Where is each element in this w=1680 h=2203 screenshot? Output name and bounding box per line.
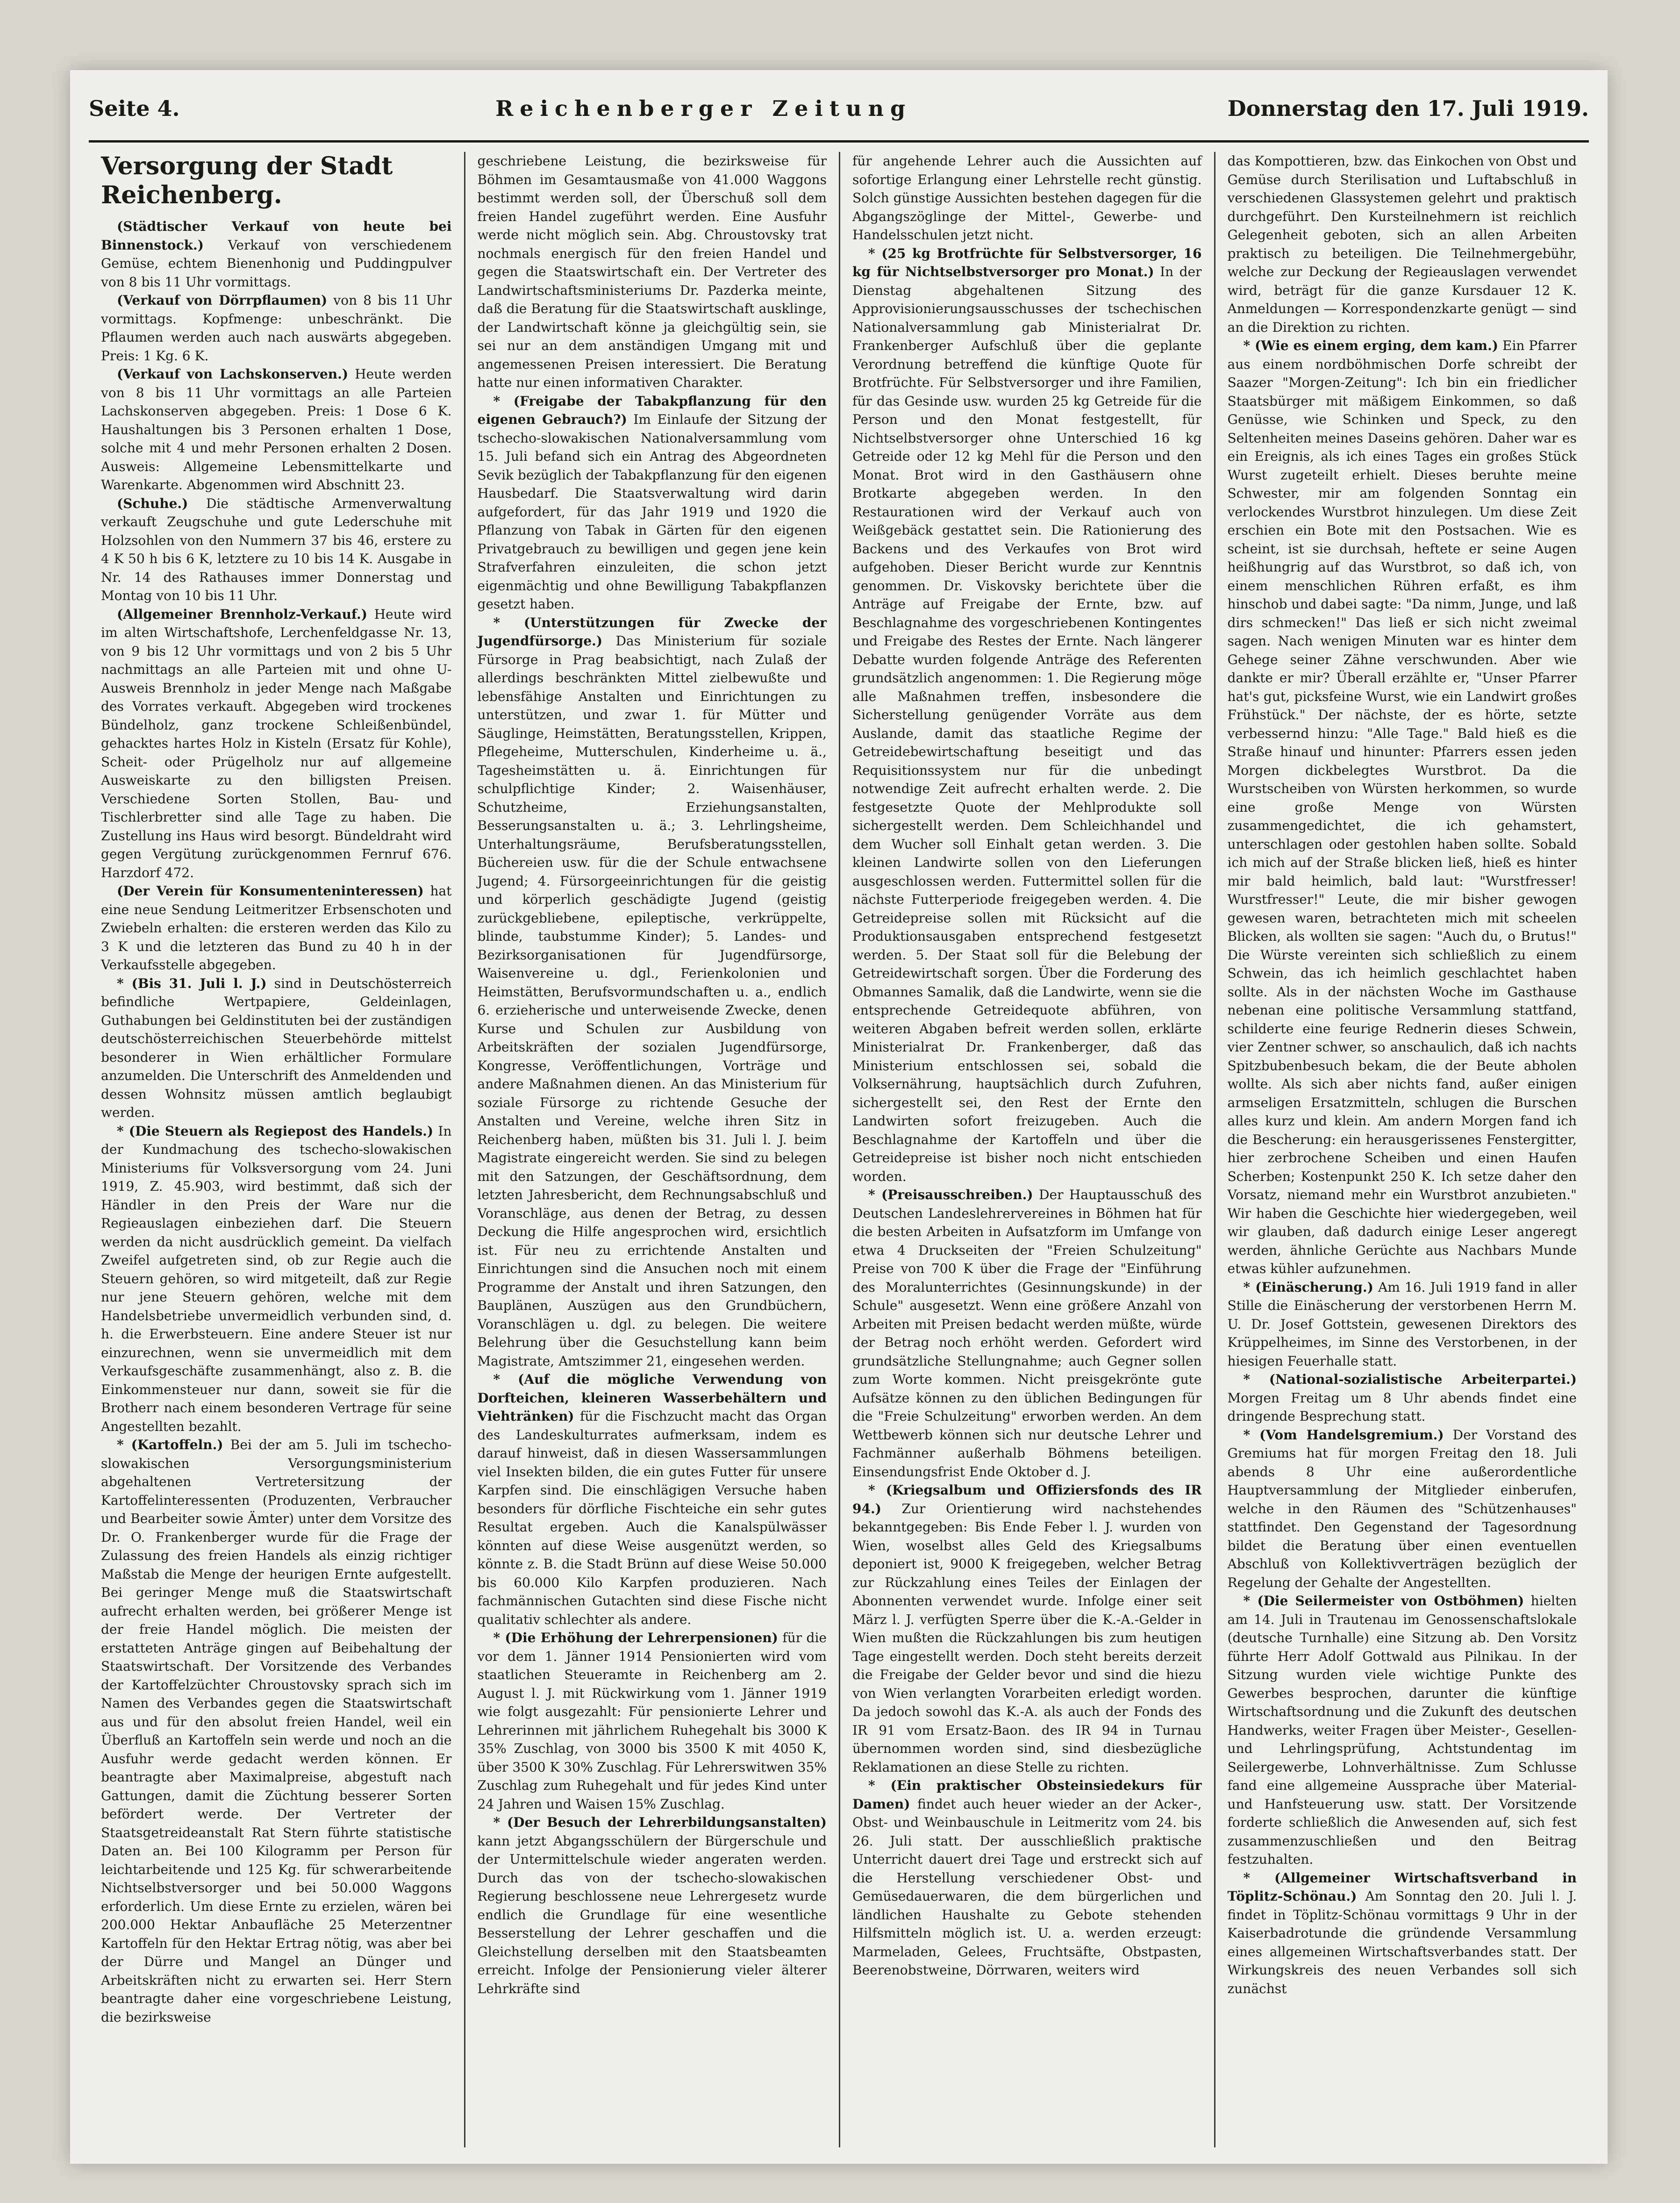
article-text: Im Einlaufe der Sitzung der tschecho-slowakischen Nationalversammlung vom 15. Juli befand sich ein Antrag des Abgeordneten Sevik bezüglich der Tabakpflanzung für den eigenen Hausbedarf. Die Staatsverwaltung wird darin aufgefordert, für das Jahr 1919 und 1920 die Pflanzung von Tabak in Gärten für den eigenen Privatgebrauch zu bewilligen und gegen jene kein Strafverfahren einzuleiten, die schon jetzt eigenmächtig und ohne Bewilligung Tabakpflanzen gesetzt haben. (477, 412, 827, 612)
header-rule (89, 140, 1589, 143)
article-lead: * (Kriegsalbum und Offiziersfonds des IR 94.) (852, 1482, 1202, 1516)
issue-date: Donnerstag den 17. Juli 1919. (1227, 96, 1589, 121)
article-text: das Kompottieren, bzw. das Einkochen von Obst und Gemüse durch Sterilisation und Luftabschluß in verschiedenen Glassystemen gelehrt und praktisch durchgeführt. Den Kursteilnehmern ist reichlich Gelegenheit geboten, sich an allen Arbeiten praktisch zu beteiligen. Die Teilnehmergebühr, welche zur Deckung der Regieauslagen verwendet wird, beträgt für die ganze Kursdauer 12 K. Anmeldungen — Korrespondenzkarte genügt — sind an die Direktion zu richten. (1227, 153, 1577, 335)
article-text: für die vor dem 1. Jänner 1914 Pensionierten wird vom staatlichen Steueramte in Reichenberg am 2. August l. J. mit Rückwirkung vom 1. Jänner 1919 wie folgt ausgezahlt: Für pensionierte Lehrer und Lehrerinnen mit jährlichem Ruhegehalt bis 3000 K 35% Zuschlag, von 3000 bis 3500 K mit 4050 K, über 3500 K 30% Zuschlag. Für Lehrerswitwen 35% Zuschlag zum Ruhegehalt und für jedes Kind unter 24 Jahren und Waisen 15% Zuschlag. (477, 1630, 827, 1812)
article-text: Ein Pfarrer aus einem nordböhmischen Dorfe schreibt der Saazer "Morgen-Zeitung": Ich bin ein friedlicher Staatsbürger mit mäßigem Einkommen, so daß Genüsse, wie Schinken und Speck, zu den Seltenheiten meines Daseins gehören. Daher war es ein Ereignis, als ich eines Tages ein großes Stück Wurst zugeteilt erhielt. Dieses beruhte meine Schwester, mir am folgenden Sonntag ein verlockendes Wurstbrot hinzulegen. Um diese Zeit erschien ein Bote mit den Postsachen. Wie es scheint, ist sie durchsah, heftete er seine Augen heißhungrig auf das Wurstbrot, so daß ich, von einem menschlichen Rühren erfaßt, es ihm hinschob und dabei sagte: "Da nimm, Junge, und laß dirs schmecken!" Das ließ er sich nicht zweimal sagen. Nach wenigen Minuten war es hinter dem Gehege seiner Zähne verschwunden. Aber wie dankte er mir? Überall erzählte er, "Unser Pfarrer hat's gut, picksfeine Wurst, wie ein Landwirt großes Frühstück." Der nächste, der es hörte, setzte verbessernd hinzu: "Alle Tage." Bald hieß es die Straße hinauf und hinunter: Pfarrers essen jeden Morgen dickbelegtes Wurstbrot. Da die Wurstscheiben von Würsten herkommen, so wurde eine große Menge von Würsten zusammengedichtet, die ich gehamstert, unterschlagen oder gestohlen haben sollte. Sobald ich mich auf der Straße blicken ließ, hieß es hinter mir bald heimlich, bald laut: "Wurstfresser! Wurstfresser!" Leute, die mir bisher gewogen gewesen waren, betrachteten mich mit scheelen Blicken, als wollten sie sagen: "Auch du, o Brutus!" Die Würste vereinten sich schließlich zu einem Schwein, das ich heimlich geschlachtet haben sollte. Als in der nächsten Woche im Gasthause nebenan eine politische Versammlung stattfand, schilderte eine feurige Rednerin dieses Schwein, vier Zentner schwer, so anschaulich, daß ich nachts Spitzbubenbesuch bekam, die der Beute abholen wollte. Als sich aber nichts fand, außer einigen armseligen Ersatzmitteln, schlugen die Burschen alles kurz und klein. Am andern Morgen fand ich die Bescherung: ein herausgerissenes Fenstergitter, hier zerbrochene Scheiben und einen Haufen Scherben; Kostenpunkt 250 K. Ich setze daher den Vorsatz, niemand mehr ein Wurstbrot anzubieten." Wir haben die Geschichte hier wiedergegeben, weil wir glauben, daß dadurch einige Leser angeregt werden, ähnliche Gerüchte aus Nachbars Munde etwas kühler aufzunehmen. (1227, 338, 1577, 1276)
newspaper-page (70, 70, 1608, 2164)
column-1 (89, 152, 464, 2147)
article-lead: (Schuhe.) (117, 495, 188, 511)
article-lead: * (Preisausschreiben.) (868, 1187, 1033, 1202)
article-text: Am Sonntag den 20. Juli l. J. findet in Töplitz-Schönau vormittags 9 Uhr in der Kaiserbadrotunde die gründende Versammlung eines allgemeinen Wirtschaftsverbandes statt. Der Wirkungskreis des neuen Verbandes soll sich zunächst (1227, 1888, 1577, 1996)
article-lead: * (Kartoffeln.) (117, 1437, 223, 1452)
article-text: Die städtische Armenverwaltung verkauft Zeugschuhe und gute Lederschuhe mit Holzsohlen von den Nummern 37 bis 46, erstere zu 4 K 50 h bis 6 K, letztere zu 10 bis 14 K. Ausgabe in Nr. 14 des Rathauses immer Donnerstag und Montag von 10 bis 11 Uhr. (101, 495, 452, 603)
article-paragraph (1228, 1869, 1577, 1998)
article-text: von 8 bis 11 Uhr vormittags. Kopfmenge: unbeschränkt. Die Pflaumen werden auch nach auswärts abgegeben. Preis: 1 Kg. 6 K. (101, 293, 452, 364)
article-text: hat eine neue Sendung Leitmeritzer Erbsenschoten und Zwiebeln erhalten: die ersteren werden das Kilo zu 3 K und die letzteren das Bund zu 40 h in der Verkaufsstelle abgegeben. (101, 883, 452, 973)
article-text: Der Hauptausschuß des Deutschen Landeslehrervereines in Böhmen hat für die besten Arbeiten in Aufsatzform im Umfange von etwa 4 Druckseiten der "Freien Schulzeitung" Preise von 700 K über die Frage der "Einführung des Moralunterrichtes (Gesinnungskunde) in der Schule" ausgesetzt. Wenn eine größere Anzahl von Arbeiten mit Preisen bedacht werden müßte, würde der Betrag noch erhöht werden. Gefordert wird grundsätzliche Stellungnahme; auch Gegner sollen zum Worte kommen. Nicht preisgekrönte gute Aufsätze können zu den üblichen Bedingungen für die "Freie Schulzeitung" erworben werden. An dem Wettbewerb können sich nur deutsche Lehrer und Fachmänner außerhalb Böhmens beteiligen. Einsendungsfrist Ende Oktober d. J. (852, 1187, 1202, 1480)
page-header (89, 96, 1589, 138)
article-lead: * (Wie es einem erging, dem kam.) (1243, 338, 1499, 353)
article-paragraph (852, 244, 1202, 1186)
article-lead: * (Vom Handelsgremium.) (1243, 1427, 1444, 1443)
article-paragraph (478, 614, 827, 1371)
article-paragraph (101, 974, 452, 1122)
column-3 (839, 152, 1214, 2147)
article-paragraph (101, 494, 452, 605)
article-text: kann jetzt Abgangsschülern der Bürgerschule und der Untermittelschule wieder angeraten werden. Durch das von der tschecho-slowakischen Regierung beschlossene neue Lehrergesetz wurde endlich die Grundlage für eine wesentliche Besserstellung der Lehrer geschaffen und die Gleichstellung derselben mit den Staatsbeamten erreicht. Infolge der Pensionierung vieler älterer Lehrkräfte sind (477, 1833, 827, 1996)
article-paragraph (101, 217, 452, 291)
article-lead: * (Der Besuch der Lehrerbildungsanstalten) (493, 1815, 827, 1830)
article-lead: * (National-sozialistische Arbeiterpartei.) (1243, 1372, 1577, 1387)
article-lead: * (Einäscherung.) (1243, 1279, 1373, 1295)
article-lead: * (Die Erhöhung der Lehrerpensionen) (493, 1630, 778, 1645)
article-lead: * (Unterstützungen für Zwecke der Jugendfürsorge.) (477, 615, 827, 649)
article-lead: * (25 kg Brotfrüchte für Selbstversorger, 16 kg für Nichtselbstversorger pro Monat.) (852, 245, 1202, 279)
article-paragraph (478, 392, 827, 614)
article-lead: * (Auf die mögliche Verwendung von Dorfteichen, kleineren Wasserbehältern und Viehtränken) (477, 1372, 827, 1424)
column-4 (1214, 152, 1589, 2147)
article-paragraph (852, 1481, 1202, 1776)
article-paragraph (101, 291, 452, 365)
article-paragraph (1228, 152, 1577, 336)
article-columns (89, 152, 1589, 2147)
article-text: Zur Orientierung wird nachstehendes bekanntgegeben: Bis Ende Feber l. J. wurden von Wien, woselbst alles Geld des Kriegsalbums deponiert ist, 9000 K freigegeben, welcher Betrag zur Rückzahlung eines Teiles der Einlagen der Abonnenten verwendet wurde. Infolge einer seit März l. J. verfügten Sperre über die K.-A.-Gelder in Wien mußten die Rückzahlungen bis zum heutigen Tage eingestellt werden. Doch steht bereits derzeit die Freigabe der Gelder bevor und sind die hiezu von Wien verlangten Vorarbeiten erledigt worden. Da jedoch sowohl das K.-A. als auch der Fonds des IR 91 vom Ersatz-Baon. des IR 94 in Turnau übernommen worden sind, sind diesbezügliche Reklamationen an diese Stelle zu richten. (852, 1501, 1202, 1775)
article-text: für die Fischzucht macht das Organ des Landeskulturrates aufmerksam, indem es darauf hinweist, daß in diesen Wassersammlungen viel Insekten bilden, die ein gutes Futter für unsere Karpfen sind. Die einschlägigen Versuche haben besonders für dörfliche Fischteiche ein sehr gutes Resultat ergeben. Auch die Kanalspülwässer könnten auf diese Weise ausgenützt werden, so könnte z. B. die Stadt Brünn auf diese Weise 50.000 bis 60.000 Kilo Karpfen produzieren. Nach fachmännischen Gutachten sind diese Fische nicht qualitativ schlechter als andere. (477, 1409, 827, 1627)
article-text: geschriebene Leistung, die bezirksweise für Böhmen im Gesamtausmaße von 41.000 Waggons bestimmt werden soll, der Überschuß soll dem freien Handel zugeführt werden. Eine Ausfuhr werde nicht möglich sein. Abg. Chroustovsky trat nochmals energisch für den freien Handel und gegen die Staatswirtschaft ein. Der Vertreter des Landwirtschaftsministeriums Dr. Pazderka meinte, daß die Beratung für die Staatswirtschaft ausklinge, der Landwirtschaft könne ja gleichgültig sein, sie sei nur an dem anständigen Umgang mit und angemessenen Preisen interessiert. Die Beratung hatte nur einen informativen Charakter. (477, 153, 827, 390)
article-lead: * (Bis 31. Juli l. J.) (117, 975, 267, 991)
article-lead: * (Ein praktischer Obsteinsiedekurs für Damen) (852, 1778, 1202, 1812)
section-title: Versorgung der Stadt Reichenberg. (101, 152, 393, 209)
article-lead: (Verkauf von Lachskonserven.) (117, 366, 349, 382)
article-lead: * (Die Steuern als Regiepost des Handels.) (117, 1123, 434, 1139)
article-paragraph (478, 152, 827, 392)
newspaper-title: Reichenberger Zeitung (495, 96, 912, 121)
article-text: sind in Deutschösterreich befindliche Wertpapiere, Geldeinlagen, Guthabungen bei Geldinstituten bei der zuständigen deutschösterreichischen Steuerbehörde mittelst besonderer in Wien erhältlicher Formulare anzumelden. Die Unterschrift des Anmeldenden und dessen Wohnsitz müssen amtlich beglaubigt werden. (101, 975, 452, 1120)
article-text: In der Dienstag abgehaltenen Sitzung des Approvisionierungsausschusses der tschechischen Nationalversammlung gab Ministerialrat Dr. Frankenberger Aufschluß über die geplante Verordnung betreffend die künftige Quote für Brotfrüchte. Für Selbstversorger und ihre Familien, für das Gesinde usw. wurden 25 kg Getreide für die Person und den Monat festgestellt, für Nichtselbstversorger ohne Unterschied 16 kg Getreide oder 12 kg Mehl für die Person und den Monat. Brot wird in den Gasthäusern ohne Brotkarte abgegeben werden. In den Restaurationen wird der Verkauf auch von Weißgebäck gestattet sein. Die Rationierung des Backens und des Verkaufes von Brot wird aufgehoben. Dieser Bericht wurde zur Kenntnis genommen. Dr. Viskovsky berichtete über die Anträge auf Freigabe der Ernte, bzw. auf Beschlagnahme des vorgeschriebenen Kontingentes und Freigabe des Restes der Ernte. Nach längerer Debatte wurden folgende Anträge des Referenten grundsätzlich angenommen: 1. Die Regierung möge alle Maßnahmen treffen, insbesondere die Sicherstellung genügender Vorräte aus dem Auslande, damit das staatliche Regime der Getreidebewirtschaftung beseitigt und das Requisitionssystem nur für die unbedingt notwendige Zeit aufrecht erhalten werde. 2. Die festgesetzte Quote der Mehlprodukte soll sichergestellt werden. Dem Schleichhandel und dem Wucher soll Einhalt getan werden. 3. Die kleinen Landwirte sollen von den Lieferungen ausgeschlossen werden. Futtermittel sollen für die nächste Futterperiode freigegeben werden. 4. Die Getreidepreise sollen mit Rücksicht auf die Produktionsausgaben entsprechend festgesetzt werden. 5. Der Staat soll für die Belebung der Getreidewirtschaft sorgen. Über die Forderung des Obmannes Samalik, daß die Landwirte, wenn sie die entsprechende Getreidequote abführen, von weiteren Abgaben befreit werden sollen, erklärte Ministerialrat Dr. Frankenberger, daß das Ministerium entschlossen sei, sobald die Volksernährung, hauptsächlich durch Zufuhren, sichergestellt sei, den Rest der Ernte den Landwirten sofort freizugeben. Auch die Beschlagnahme der Kartoffeln und über die Getreidepreise ist bisher noch nicht entschieden worden. (852, 264, 1202, 1184)
article-lead: * (Freigabe der Tabakpflanzung für den eigenen Gebrauch?) (477, 393, 827, 427)
article-paragraph (478, 1813, 827, 1998)
article-paragraph (1228, 1370, 1577, 1426)
article-lead: (Verkauf von Dörrpflaumen) (117, 293, 328, 308)
article-text: Heute werden von 8 bis 11 Uhr vormittags an alle Parteien Lachskonserven abgegeben. Preis: 1 Dose 6 K. Haushaltungen bis 3 Personen erhalten 1 Dose, solche mit 4 und mehr Personen erhalten 2 Dosen. Ausweis: Allgemeine Lebensmittelkarte und Warenkarte. Abgenommen wird Abschnitt 23. (101, 366, 452, 493)
page-number: Seite 4. (89, 96, 180, 121)
article-text: Am 16. Juli 1919 fand in aller Stille die Einäscherung der verstorbenen Herrn M. U. Dr. Josef Gottstein, gewesenen Direktors des Krüppelheimes, im Sinne des Verstorbenen, in der hiesigen Feuerhalle statt. (1227, 1279, 1577, 1369)
article-text: hielten am 14. Juli in Trautenau im Genossenschaftslokale (deutsche Turnhalle) eine Sitzung ab. Den Vorsitz führte Herr Adolf Gottwald aus Pilnikau. In der Sitzung wurden viele wichtige Punkte des Gewerbes besprochen, darunter die künftige Wirtschaftsordnung und die Zukunft des deutschen Handwerks, weiter Fragen über Meister-, Gesellen- und Lehrlingsprüfung, Achtstundentag im Seilergewerbe, Lohnverhältnisse. Zum Schlusse fand eine allgemeine Aussprache über Material- und Hanfsteuerung usw. statt. Der Vorsitzende forderte schließlich die Anwesenden auf, sich fest zusammenzuschließen und den Beitrag festzuhalten. (1227, 1593, 1577, 1867)
article-paragraph (101, 1436, 452, 2026)
article-text: Das Ministerium für soziale Fürsorge in Prag beabsichtigt, nach Zulaß der allerdings beschränkten Mittel zielbewußte und lebensfähige Anstalten und Einrichtungen zu unterstützen, und zwar 1. für Mütter und Säuglinge, Heimstätten, Beratungsstellen, Krippen, Pflegeheime, Mutterschulen, Kinderheime u. ä., Tagesheimstätten u. ä. Einrichtungen für schulpflichtige Kinder; 2. Waisenhäuser, Schutzheime, Erziehungsanstalten, Besserungsanstalten u. ä.; 3. Lehrlingsheime, Unterhaltungsräume, Berufsberatungsstellen, Büchereien usw. für die der Schule entwachsene Jugend; 4. Fürsorgeeinrichtungen für die geistig und körperlich geschädigte Jugend (geistig zurückgebliebene, epileptische, verkrüppelte, blinde, taubstumme Kinder); 5. Landes- und Bezirksorganisationen für Jugendfürsorge, Waisenvereine u. dgl., Ferienkolonien und Heimstätten, Berufsvormundschaften u. a., endlich 6. erzieherische und unterweisende Zwecke, denen Kurse und Schulen zur Ausbildung von Arbeitskräften der sozialen Jugendfürsorge, Kongresse, Veröffentlichungen, Vorträge und andere Maßnahmen dienen. An das Ministerium für soziale Fürsorge zu richtende Gesuche der Anstalten und Vereine, welche ihren Sitz in Reichenberg haben, müßten bis 31. Juli l. J. beim Magistrate eingereicht werden. Sie sind zu belegen mit den Satzungen, der Geschäftsordnung, dem letzten Jahresbericht, dem Rechnungsabschluß und Voranschläge, aus denen der Betrag, zu dessen Deckung die Hilfe angesprochen wird, ersichtlich ist. Für neu zu errichtende Anstalten und Einrichtungen sind die Ansuchen noch mit einem Programme der Anstalt und ihren Satzungen, den Bauplänen, Auszügen aus den Grundbüchern, Voranschlägen u. dgl. zu belegen. Die weitere Belehrung über die Gesuchstellung kann beim Magistrate, Amtszimmer 21, eingesehen werden. (477, 633, 827, 1369)
article-paragraph (1228, 336, 1577, 1278)
article-lead: * (Die Seilermeister von Ostböhmen) (1243, 1593, 1524, 1609)
article-text: Morgen Freitag um 8 Uhr abends findet eine dringende Besprechung statt. (1227, 1390, 1577, 1424)
article-paragraph (478, 1370, 827, 1629)
article-paragraph (852, 1776, 1202, 1980)
article-text: findet auch heuer wieder an der Acker-, Obst- und Weinbauschule in Leitmeritz vom 24. bis 26. Juli statt. Der ausschließlich praktische Unterricht dauert drei Tage und erstreckt sich auf die Herstellung verschiedener Obst- und Gemüsedauerwaren, die dem bürgerlichen und ländlichen Haushalte zu Gebote stehenden Hilfsmitteln möglich ist. U. a. werden erzeugt: Marmeladen, Gelees, Fruchtsäfte, Obstpasten, Beerenobstweine, Dörrwaren, weiters wird (852, 1796, 1202, 1978)
article-paragraph (852, 1186, 1202, 1481)
article-paragraph (101, 365, 452, 494)
article-lead: (Städtischer Verkauf von heute bei Binnenstock.) (101, 219, 452, 253)
column-2 (464, 152, 839, 2147)
article-paragraph (1228, 1278, 1577, 1371)
article-lead: (Der Verein für Konsumenteninteressen) (117, 883, 424, 899)
article-text: für angehende Lehrer auch die Aussichten auf sofortige Erlangung einer Lehrstelle recht günstig. Solch günstige Aussichten bestehen dagegen für die Abgangszöglinge der Mittel-, Gewerbe- und Handelsschulen jetzt nicht. (852, 153, 1202, 243)
article-lead: * (Allgemeiner Wirtschaftsverband in Töplitz-Schönau.) (1227, 1870, 1577, 1904)
article-paragraph (1228, 1592, 1577, 1869)
article-text: Bei der am 5. Juli im tschecho-slowakischen Versorgungsministerium abgehaltenen Vertretersitzung der Kartoffelinteressenten (Produzenten, Verbraucher und Bearbeiter sowie Ämter) unter dem Vorsitze des Dr. O. Frankenberger wurde für die Frage der Zulassung des freien Handels als einzig richtiger Maßstab die Menge der heurigen Ernte aufgestellt. Bei geringer Menge muß die Staatswirtschaft aufrecht erhalten werden, bei größerer Menge ist der freie Handel möglich. Die meisten der erstatteten Anträge gingen auf Beibehaltung der Staatswirtschaft. Der Vorsitzende des Verbandes der Kartoffelzüchter Chroustovsky sprach sich im Namen des Verbandes gegen die Staatswirtschaft aus und für den absolut freien Handel, weil ein Überfluß an Kartoffeln sein werde und noch an die Ausfuhr werde gedacht werden können. Er beantragte aber Maximalpreise, abgestuft nach Gattungen, damit die Züchtung besserer Sorten befördert werde. Der Vertreter der Staatsgetreideanstalt Rat Stern führte statistische Daten an. Bei 100 Kilogramm per Person für leichtarbeitende und 125 Kg. für schwerarbeitende Nichtselbstversorger und bei 50.000 Waggons erforderlich. Um diese Ernte zu erzielen, wären bei 200.000 Hektar Anbaufläche 25 Meterzentner Kartoffeln für den Hektar Ertrag nötig, was aber bei der Dürre und Mangel an Dünger und Arbeitskräften nicht zu erwarten sei. Herr Stern beantragte daher eine vorgeschriebene Leistung, die bezirksweise (101, 1437, 452, 2025)
article-lead: (Allgemeiner Brennholz-Verkauf.) (117, 606, 367, 622)
article-paragraph (101, 882, 452, 974)
article-text: Verkauf von verschiedenem Gemüse, echtem Bienenhonig und Puddingpulver von 8 bis 11 Uhr vormittags. (101, 237, 452, 290)
article-paragraph (478, 1629, 827, 1813)
article-text: Der Vorstand des Gremiums hat für morgen Freitag den 18. Juli abends 8 Uhr eine außerordentliche Hauptversammlung der Mitglieder einberufen, welche in den Räumen des "Schützenhauses" stattfindet. Den Gegenstand der Tagesordnung bildet die Beratung über einen eventuellen Abschluß von Kollektivverträgen bezüglich der Regelung der Gehalte der Angestellten. (1227, 1427, 1577, 1590)
article-paragraph (1228, 1426, 1577, 1592)
article-text: In der Kundmachung des tschecho-slowakischen Ministeriums für Volksversorgung vom 24. Juni 1919, Z. 45.903, wird bestimmt, daß sich der Händler in den Preis der Ware nur die Regieauslagen einbeziehen darf. Die Steuern werden da nicht ausdrücklich gemeint. Da vielfach Zweifel aufgetreten sind, ob zur Regie auch die Steuern gehören, so wird mitgeteilt, daß zur Regie nur jene Steuern gehören, welche mit dem Handelsbetriebe unvermeidlich verbunden sind, d. h. die Erwerbsteuern. Eine andere Steuer ist nur einzurechnen, wenn sie unvermeidlich mit dem Verkaufsgeschäfte zusammenhängt, also z. B. die Einkommensteuer nur dann, soweit sie für die Brotherr nach einem besonderen Vertrage für seine Angestellten bezahlt. (101, 1123, 452, 1434)
article-paragraph (101, 1122, 452, 1436)
article-text: Heute wird im alten Wirtschaftshofe, Lerchenfeldgasse Nr. 13, von 9 bis 12 Uhr vormittags und von 2 bis 5 Uhr nachmittags an alle Parteien mit und ohne U-Ausweis Brennholz in jeder Menge nach Maßgabe des Vorrates verkauft. Abgegeben wird trockenes Bündelholz, ganz trockene Schleißenbündel, gehacktes hartes Holz in Kisteln (Ersatz für Kohle), Scheit- oder Prügelholz nur auf allgemeine Ausweiskarte zu den billigsten Preisen. Verschiedene Sorten Stollen, Bau- und Tischlerbretter sind alle Tage zu haben. Die Zustellung ins Haus wird besorgt. Bündeldraht wird gegen Vergütung zurückgenommen Fernruf 676. Harzdorf 472. (101, 606, 452, 880)
article-paragraph (852, 152, 1202, 244)
article-paragraph (101, 605, 452, 882)
